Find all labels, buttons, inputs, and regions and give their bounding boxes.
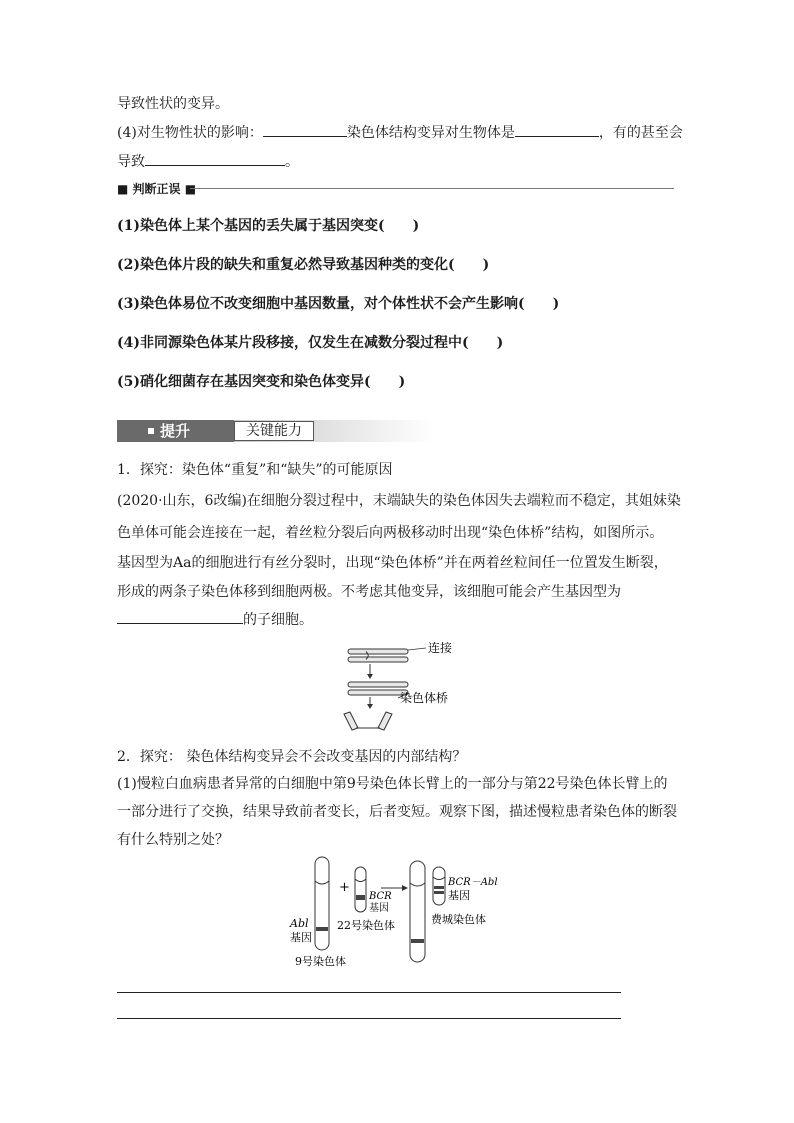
label-bcr-abl-gene: 基因 <box>448 889 470 902</box>
banner-light <box>234 420 434 442</box>
long-derivative-chromosome <box>410 861 425 962</box>
banner-dark <box>117 420 234 442</box>
q1-line-3: 基因型为Aa的细胞进行有丝分裂时，出现“染色体桥”并在两着丝粒间任一位置发生断裂， <box>117 555 668 571</box>
intro-line-2-suffix: ，有的甚至会 <box>598 125 683 141</box>
judge-item-5: (5)硝化细菌存在基因突变和染色体变异( ) <box>117 374 406 390</box>
label-bcr-abl: BCR－Abl <box>448 877 498 888</box>
label-bcr: BCR <box>369 891 392 902</box>
label-chr22: 22号染色体 <box>337 919 395 932</box>
judge-section-title: ■ 判断正误 ■ <box>117 182 197 196</box>
judge-item-1: (1)染色体上某个基因的丢失属于基因突变( ) <box>117 218 420 234</box>
intro-line-2 <box>117 122 683 143</box>
bridge-chromatids <box>348 682 408 695</box>
section-banner <box>117 420 435 442</box>
label-bcr-gene: 基因 <box>369 903 389 914</box>
q1-line-5 <box>117 609 313 630</box>
chromosome-bridge-figure <box>340 638 480 734</box>
judge-section-rule <box>190 188 674 189</box>
plus-sign: + <box>339 880 350 895</box>
judge-item-4: (4)非同源染色体某片段移接，仅发生在减数分裂过程中( ) <box>117 335 504 351</box>
label-bridge: 染色体桥 <box>400 691 449 705</box>
answer-line-1[interactable] <box>117 992 621 993</box>
connect-pointer <box>408 648 426 650</box>
label-philadelphia: 费城染色体 <box>431 913 486 926</box>
banner-right-label: 关键能力 <box>234 421 314 441</box>
q1-line-5-suffix: 的子细胞。 <box>243 612 313 628</box>
answer-line-2[interactable] <box>117 1018 621 1019</box>
q1-heading: 1．探究：染色体“重复”和“缺失”的可能原因 <box>117 462 393 478</box>
translocation-figure <box>285 855 515 970</box>
philadelphia-chromosome <box>433 867 445 905</box>
q1-line-1: (2020·山东，6改编)在细胞分裂过程中，末端缺失的染色体因失去端粒而不稳定，其姐妹染 <box>117 493 681 509</box>
judge-item-3: (3)染色体易位不改变细胞中基因数量，对个体性状不会产生影响( ) <box>117 296 560 312</box>
q1-line-2: 色单体可能会连接在一起，着丝粒分裂后向两极移动时出现“染色体桥”结构，如图所示。 <box>117 525 664 541</box>
label-abl: Abl <box>290 917 309 930</box>
transform-arrow-head <box>402 885 408 891</box>
blank-effect-2[interactable] <box>515 122 599 137</box>
q1-line-4: 形成的两条子染色体移到细胞两极。不考虑其他变异，该细胞可能会产生基因型为 <box>117 584 621 600</box>
q2-line-3: 有什么特别之处？ <box>117 832 229 848</box>
intro-line-1: 导致性状的变异。 <box>117 96 229 112</box>
q2-heading: 2．探究： 染色体结构变异会不会改变基因的内部结构？ <box>117 749 467 765</box>
blank-effect-3[interactable] <box>145 151 285 166</box>
intro-line-2-prefix: (4)对生物性状的影响： <box>117 125 263 141</box>
label-abl-gene: 基因 <box>290 931 312 944</box>
q2-line-1: (1)慢粒白血病患者异常的白细胞中第9号染色体长臂上的一部分与第22号染色体长臂上的 <box>117 776 668 792</box>
intro-line-3-prefix: 导致 <box>117 154 145 170</box>
intro-line-3 <box>117 151 299 172</box>
q2-line-2: 一部分进行了交换，结果导致前者变长，后者变短。观察下图，描述慢粒患者染色体的断裂 <box>117 804 677 820</box>
chromosome-9 <box>315 857 329 950</box>
bridge-shape <box>344 712 392 730</box>
intro-line-3-suffix: 。 <box>285 154 299 170</box>
label-chr9: 9号染色体 <box>295 955 346 968</box>
q1-answer-blank[interactable] <box>117 609 243 624</box>
label-connect: 连接 <box>428 641 453 655</box>
banner-left-label: 提升 <box>160 422 191 440</box>
blank-effect-1[interactable] <box>263 122 347 137</box>
arrow-1-head <box>367 674 373 679</box>
square-icon <box>148 428 154 434</box>
judge-item-2: (2)染色体片段的缺失和重复必然导致基因种类的变化( ) <box>117 257 490 273</box>
chromosome-22 <box>355 867 366 912</box>
arrow-2-head <box>367 704 373 709</box>
intro-line-2-mid: 染色体结构变异对生物体是 <box>346 125 515 141</box>
connected-chromatids <box>348 649 408 662</box>
